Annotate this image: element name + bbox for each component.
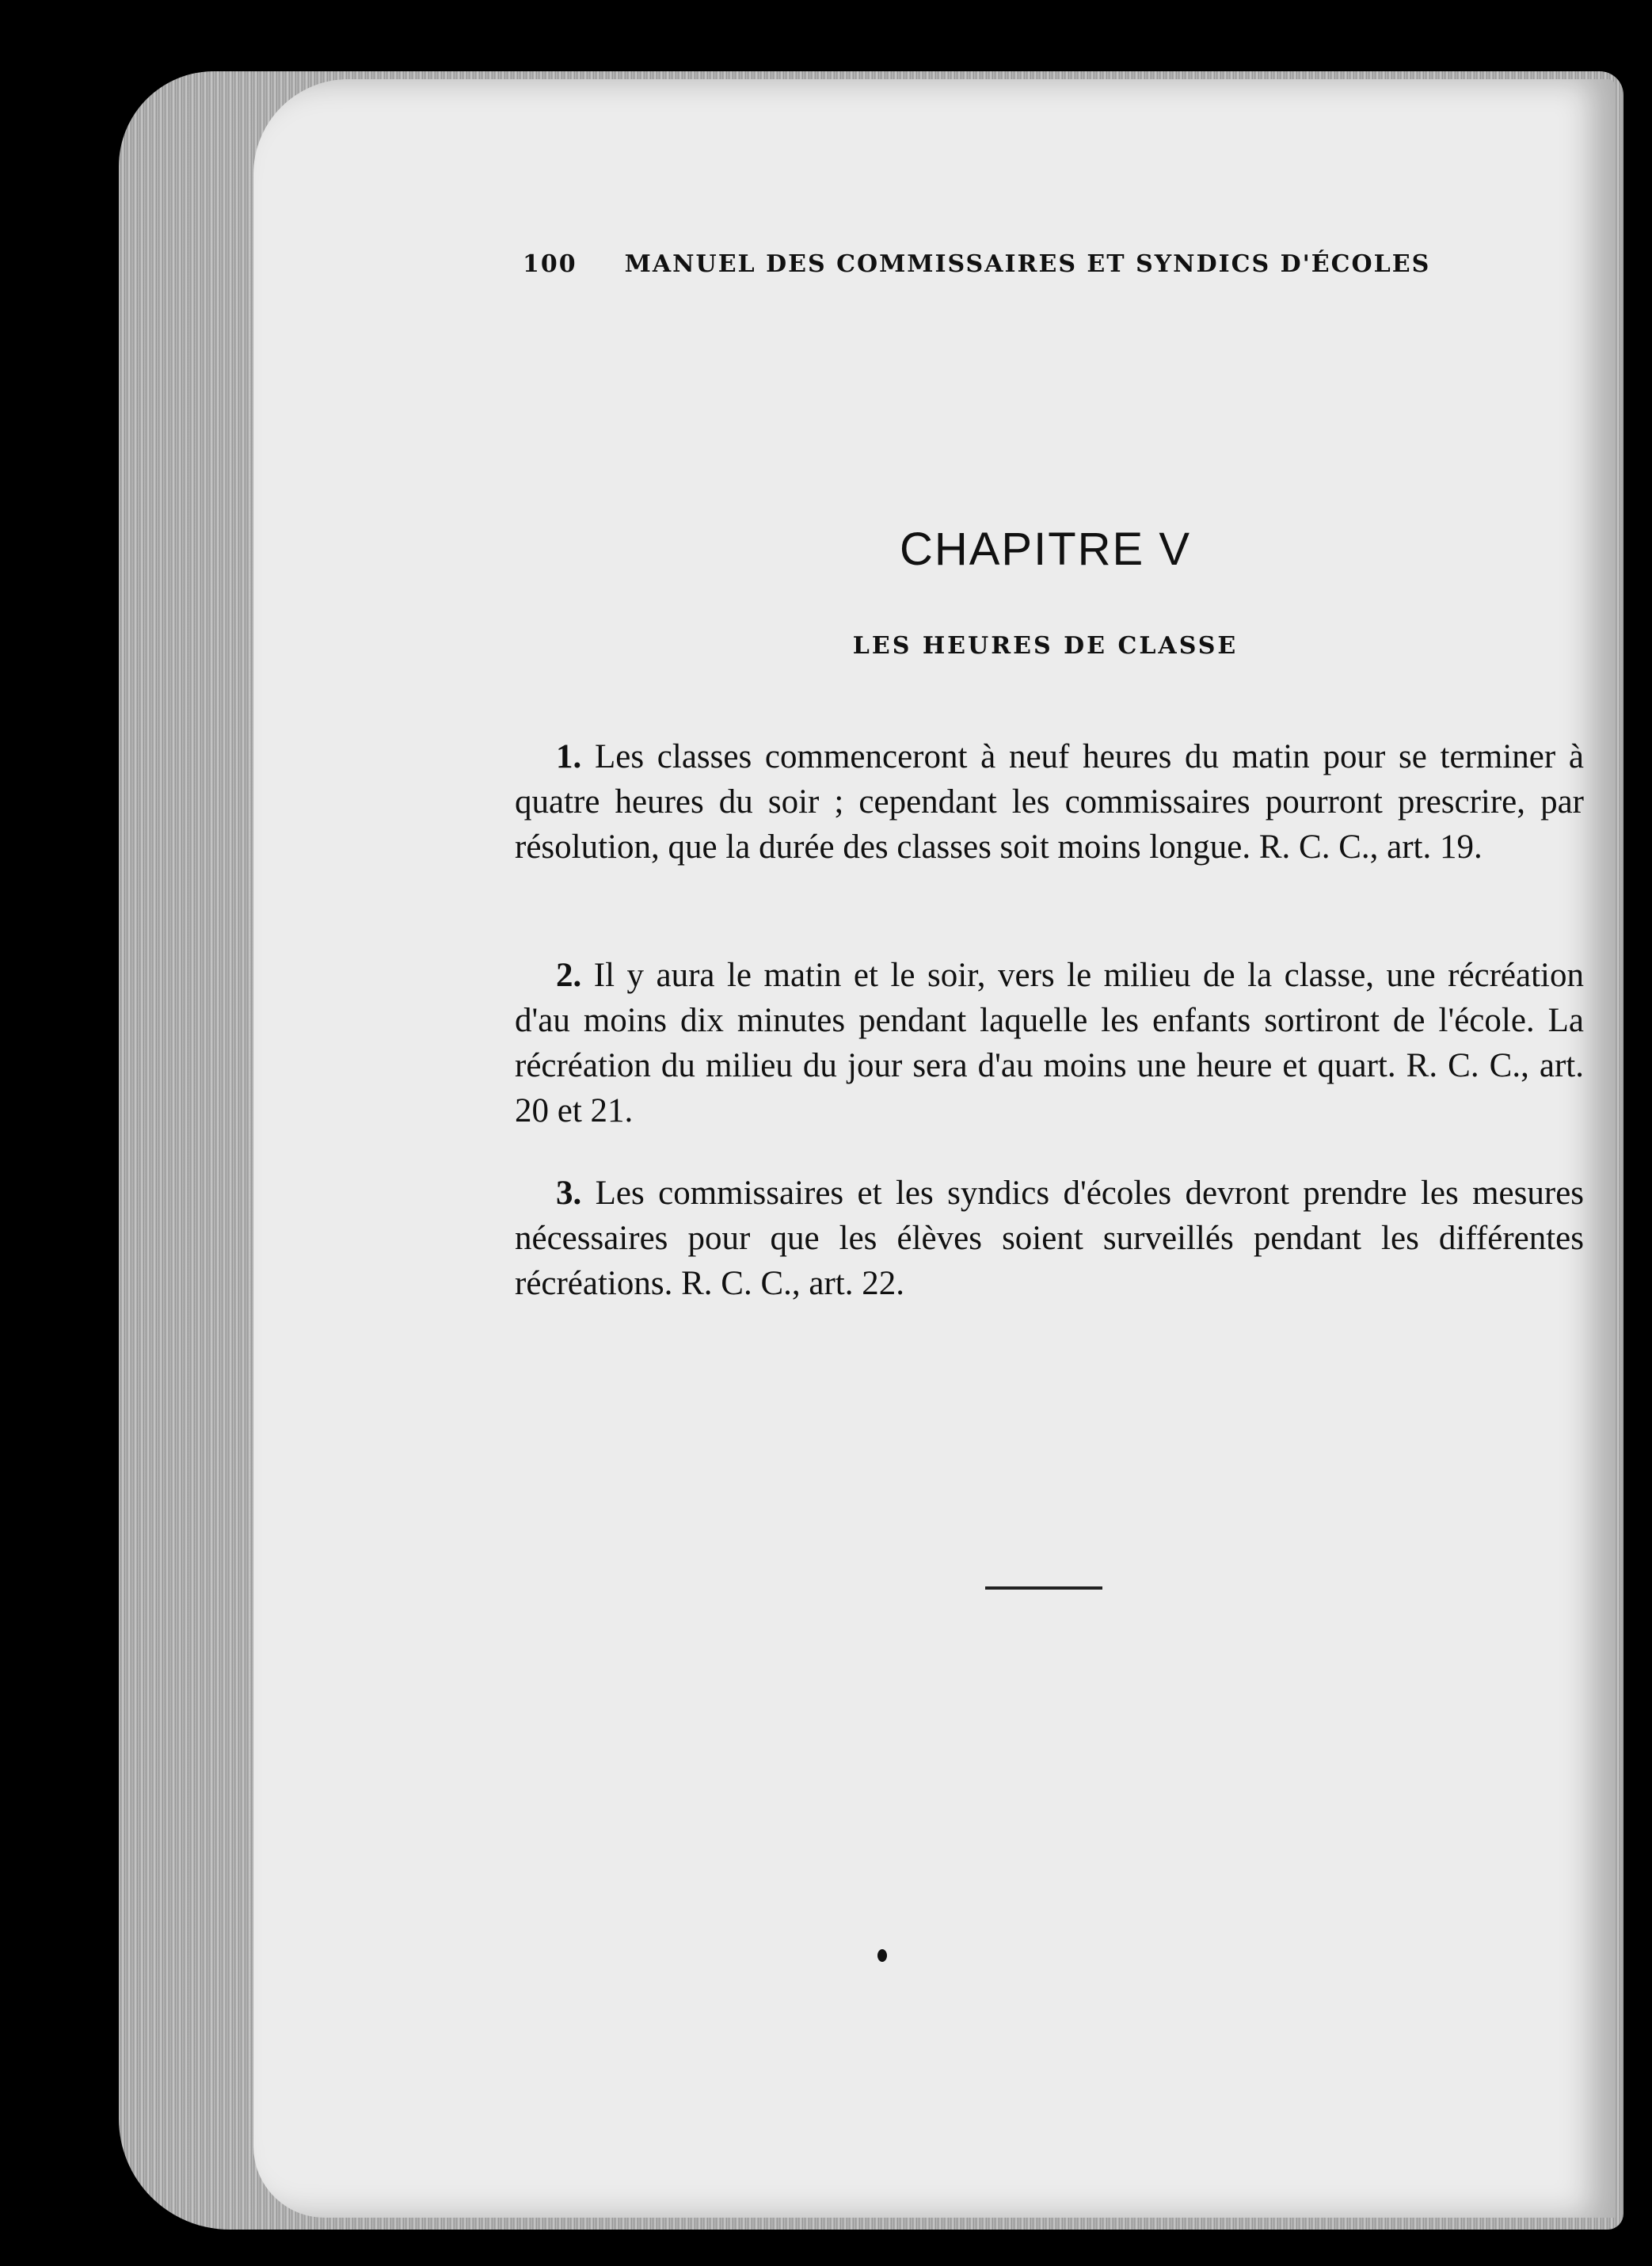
ink-speck <box>877 1949 887 1962</box>
section-end-rule <box>985 1586 1102 1590</box>
article-text: Il y aura le matin et le soir, vers le milieu de la classe, une récréation d'au moins dix minutes pendant laquelle les enfants sortiront de l'école. La récréation du milieu du jour sera d'au moins une heure et quart. R. C. C., art. 20 et 21. <box>515 957 1584 1129</box>
chapter-title: CHAPITRE V <box>899 524 1192 575</box>
article-1 <box>515 734 1584 870</box>
book-page <box>253 79 1616 2218</box>
article-number: 2. <box>556 957 582 994</box>
chapter-subtitle: LES HEURES DE CLASSE <box>852 632 1239 660</box>
running-head <box>523 250 1473 278</box>
article-2 <box>515 953 1584 1133</box>
article-number: 3. <box>556 1175 582 1212</box>
article-3 <box>515 1171 1584 1306</box>
article-text: Les classes commenceront à neuf heures du matin pour se terminer à quatre heures du soir ; cependant les commissaires pourront prescrire, par résolution, que la durée des classes soit moins longue. R. C. C., art. 19. <box>515 738 1584 866</box>
page-number: 100 <box>523 250 577 278</box>
article-number: 1. <box>556 738 582 775</box>
article-text: Les commissaires et les syndics d'écoles devront prendre les mesures nécessaires pour que les élèves soient surveillés pendant les différentes récréations. R. C. C., art. 22. <box>515 1175 1585 1302</box>
running-head-title: MANUEL DES COMMISSAIRES ET SYNDICS D'ÉCOLES <box>624 250 1431 278</box>
